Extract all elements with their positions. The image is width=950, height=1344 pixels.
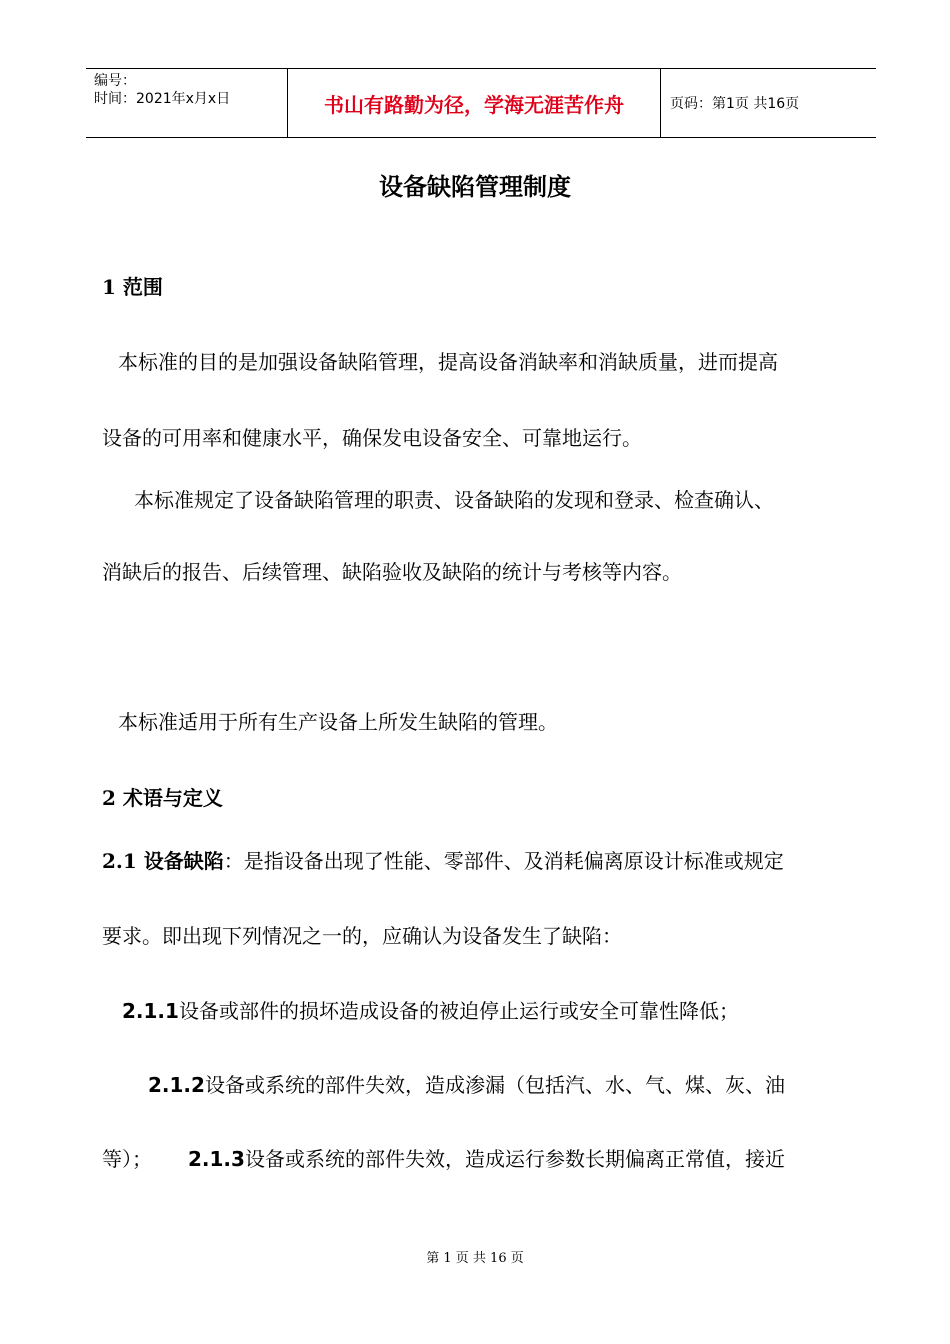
item-2-1-3-line xyxy=(102,1143,785,1172)
definition-2-1-line-1 xyxy=(102,845,784,874)
number-label: 编号： xyxy=(94,73,136,89)
definition-2-1-label: 2.1 设备缺陷 xyxy=(102,849,224,873)
paragraph-3: 本标准适用于所有生产设备上所发生缺陷的管理。 xyxy=(118,710,558,734)
header-motto: 书山有路勤为径，学海无涯苦作舟 xyxy=(324,92,624,117)
item-2-1-1-text: 设备或部件的损坏造成设备的被迫停止运行或安全可靠性降低； xyxy=(178,999,739,1023)
section-1-heading: 1 范围 xyxy=(102,275,163,299)
item-2-1-1 xyxy=(122,995,739,1024)
header-meta xyxy=(94,72,230,108)
item-2-1-3-text: 设备或系统的部件失效，造成运行参数长期偏离正常值，接近 xyxy=(244,1147,785,1171)
document-title: 设备缺陷管理制度 xyxy=(379,173,571,201)
header-page-info: 页码：第1页 共16页 xyxy=(670,96,800,112)
paragraph-1-line-1: 本标准的目的是加强设备缺陷管理，提高设备消缺率和消缺质量，进而提高 xyxy=(118,350,778,374)
section-2-heading: 2 术语与定义 xyxy=(102,786,223,810)
paragraph-2-line-2: 消缺后的报告、后续管理、缺陷验收及缺陷的统计与考核等内容。 xyxy=(102,560,682,584)
item-2-1-2-number: 2.1.2 xyxy=(148,1073,205,1097)
definition-2-1-text: ：是指设备出现了性能、零部件、及消耗偏离原设计标准或规定 xyxy=(223,849,784,873)
item-2-1-2 xyxy=(148,1069,785,1098)
item-2-1-3-number: 2.1.3 xyxy=(188,1147,245,1171)
definition-2-1-line-2: 要求。即出现下列情况之一的，应确认为设备发生了缺陷： xyxy=(102,924,622,948)
document-header xyxy=(86,68,876,138)
paragraph-1-line-2: 设备的可用率和健康水平，确保发电设备安全、可靠地运行。 xyxy=(102,426,642,450)
item-2-1-2-tail: 等）； xyxy=(102,1147,152,1171)
page-footer: 第 1 页 共 16 页 xyxy=(426,1251,524,1266)
time-label: 时间：2021年x月x日 xyxy=(94,91,231,107)
item-2-1-1-number: 2.1.1 xyxy=(122,999,179,1023)
paragraph-2-line-1: 本标准规定了设备缺陷管理的职责、设备缺陷的发现和登录、检查确认、 xyxy=(134,488,774,512)
header-divider xyxy=(660,69,661,137)
item-2-1-2-text: 设备或系统的部件失效，造成渗漏（包括汽、水、气、煤、灰、油 xyxy=(204,1073,785,1097)
